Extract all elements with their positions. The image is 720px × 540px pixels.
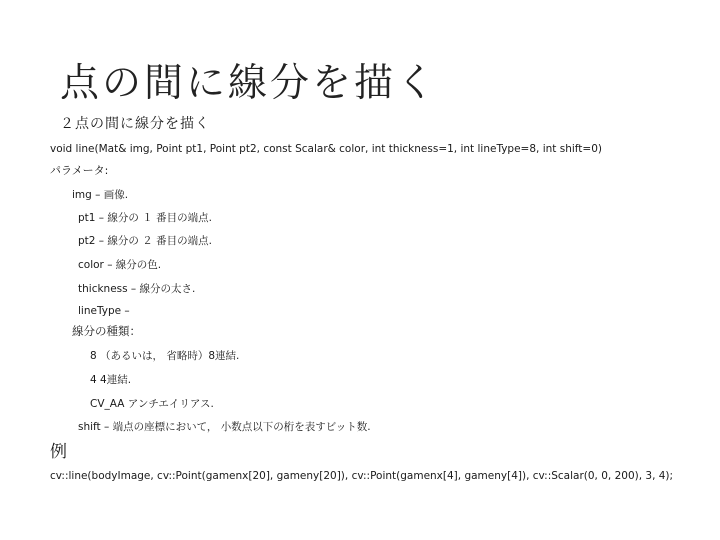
- linetype-kinds-heading: 線分の種類：: [72, 324, 141, 338]
- param-thickness: thickness – 線分の太さ.: [78, 283, 196, 295]
- linetype-aa: CV_AA アンチエイリアス.: [90, 398, 214, 410]
- param-color: color – 線分の色.: [78, 259, 162, 271]
- linetype-4: 4 4連結.: [90, 374, 132, 386]
- slide-title: 点の間に線分を描く: [60, 61, 439, 106]
- example-code: cv::line(bodyImage, cv::Point(gamenx[20], gameny[20]), cv::Point(gamenx[4], gameny[4]), cv::Scalar(0, 0, 200), 3, 4);: [50, 470, 674, 482]
- slide-subtitle: ２点の間に線分を描く: [60, 116, 210, 132]
- linetype-8: 8 （あるいは， 省略時）8連結.: [90, 350, 240, 362]
- param-img: img – 画像.: [72, 189, 129, 201]
- param-shift: shift – 端点の座標において， 小数点以下の桁を表すビット数.: [78, 421, 371, 433]
- param-linetype: lineType –: [78, 305, 130, 317]
- example-heading: 例: [50, 442, 67, 462]
- function-signature: void line(Mat& img, Point pt1, Point pt2, const Scalar& color, int thickness=1, int lineType=8, int shift=0): [50, 143, 602, 155]
- param-pt2: pt2 – 線分の ２ 番目の端点.: [78, 235, 212, 247]
- parameters-heading: パラメータ:: [50, 164, 109, 177]
- param-pt1: pt1 – 線分の １ 番目の端点.: [78, 212, 212, 224]
